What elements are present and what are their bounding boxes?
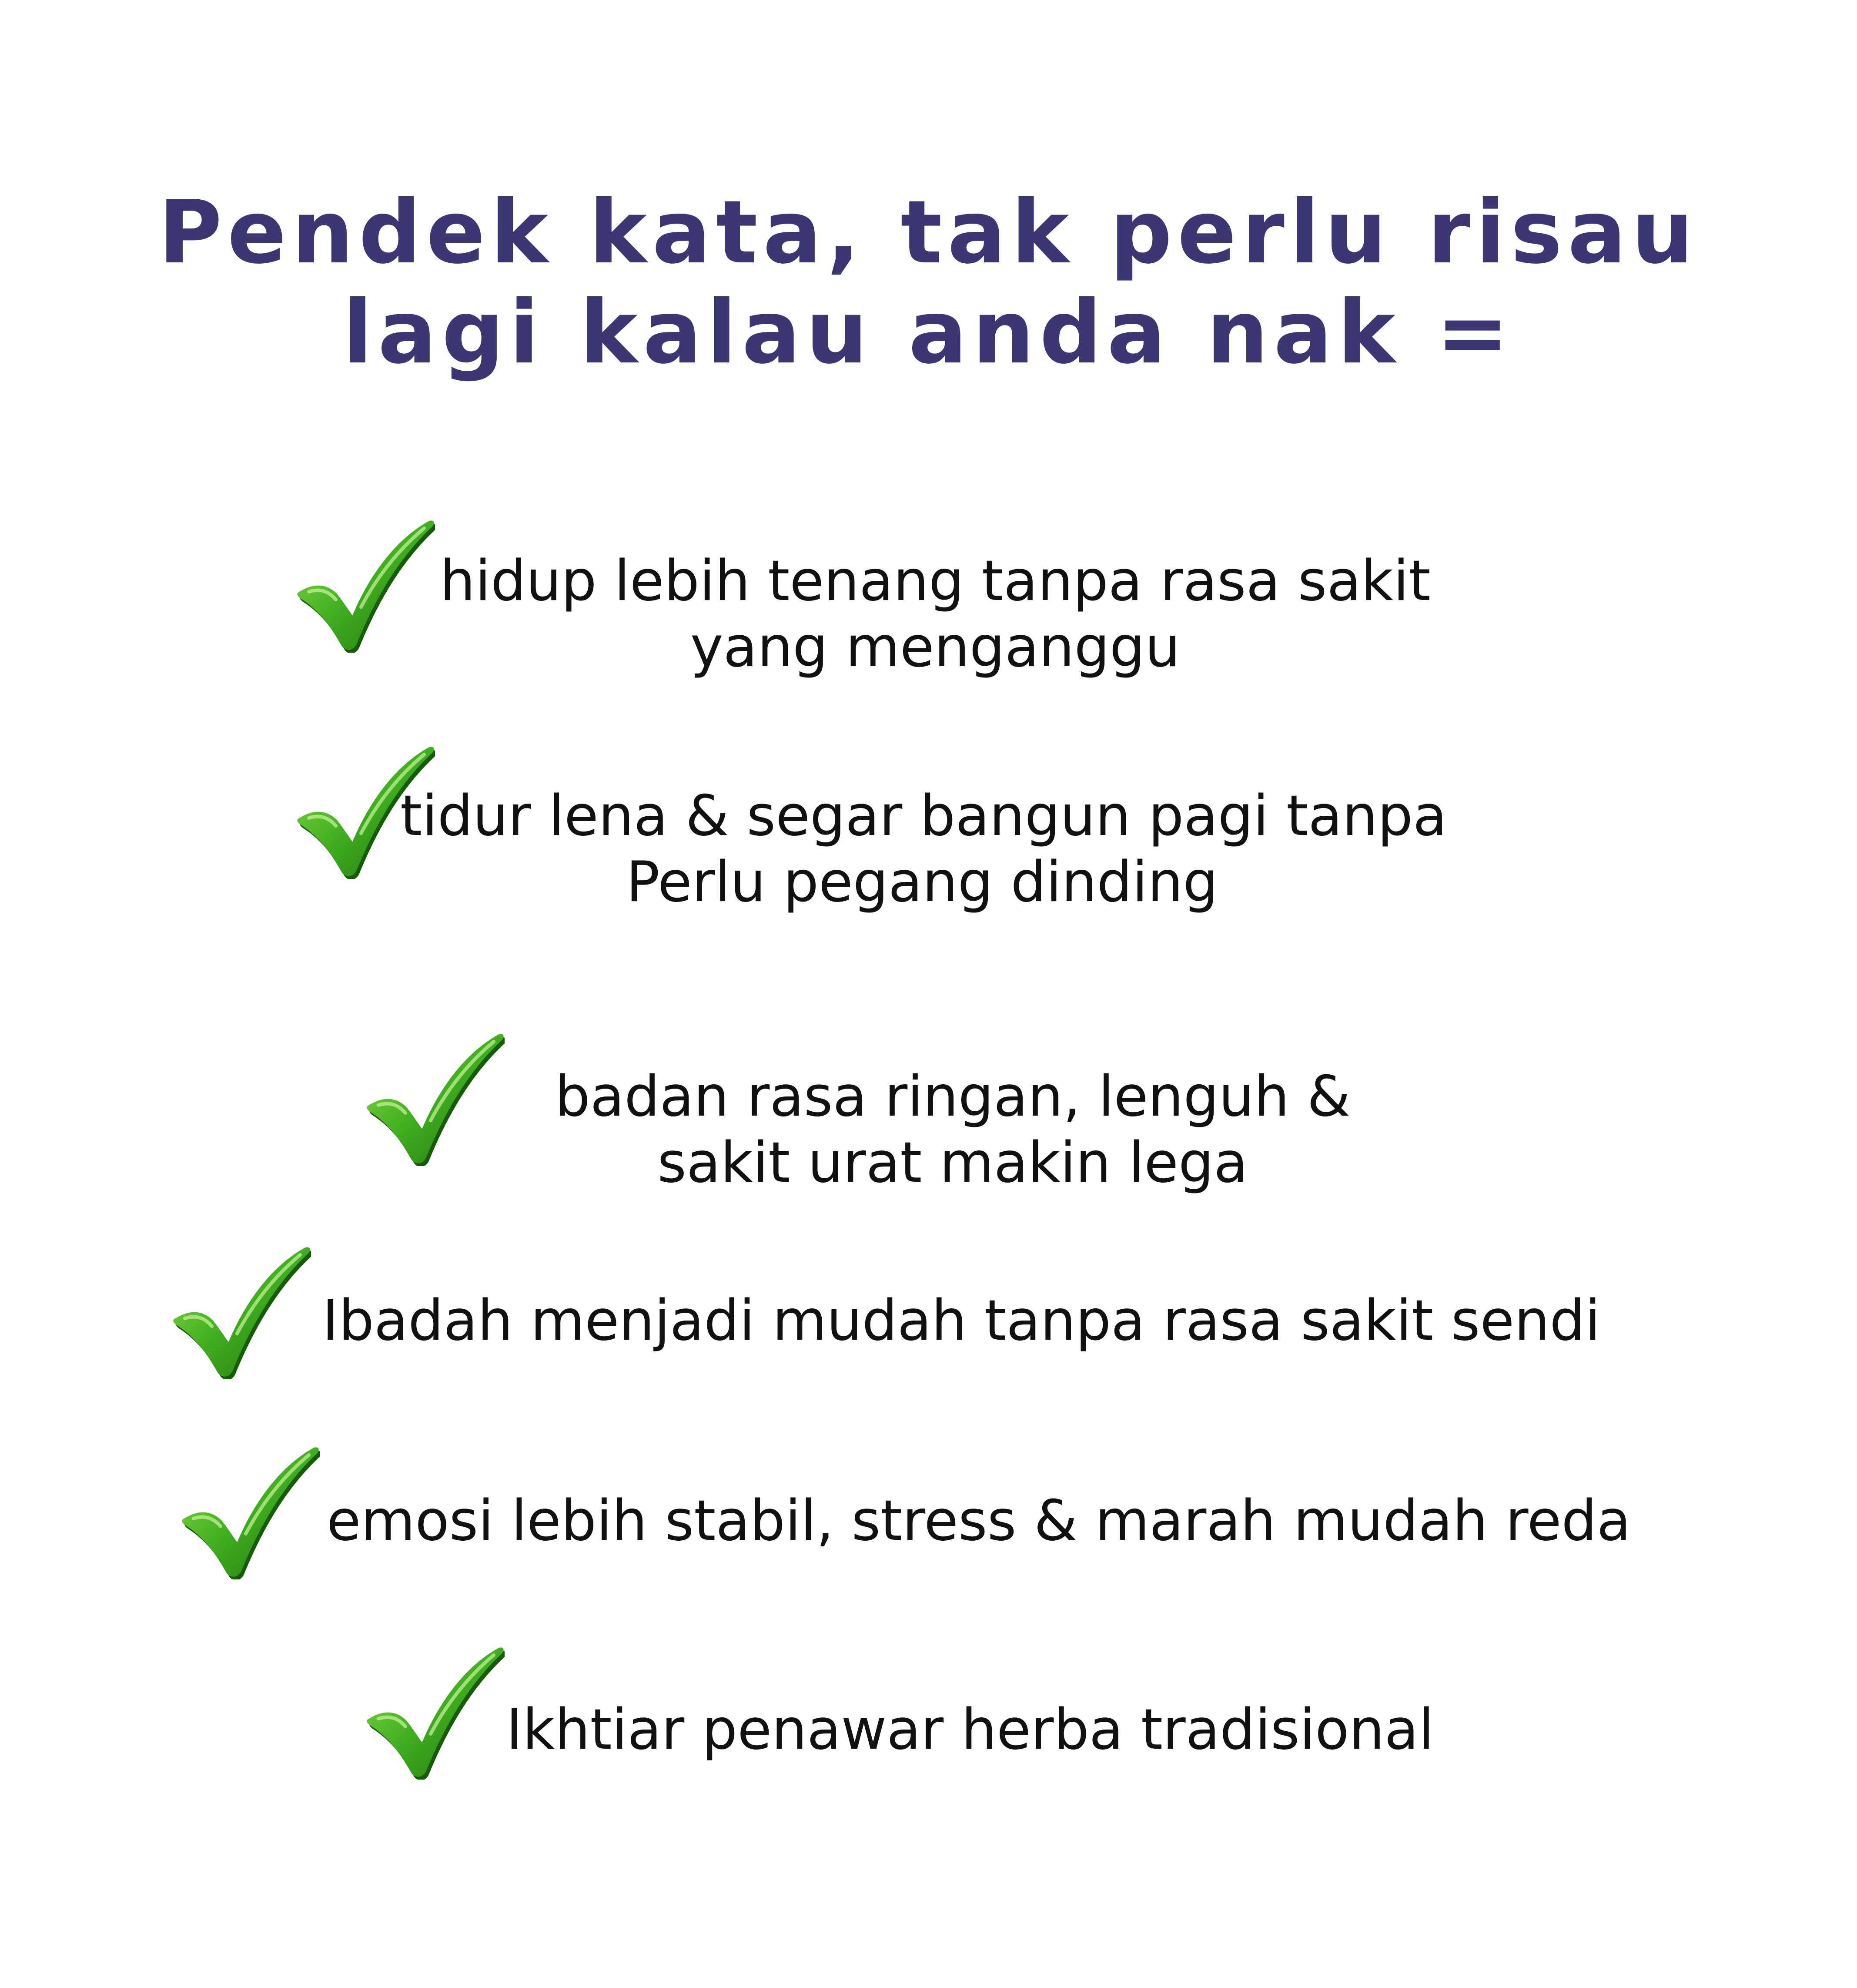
benefit-text-5: emosi lebih stabil, stress & marah mudah reda xyxy=(326,1488,1631,1553)
benefit-item-2 xyxy=(0,744,1857,915)
benefit-text-2: tidur lena & segar bangun pagi tanpa Perlu pegang dinding xyxy=(400,784,1447,915)
checkmark-icon xyxy=(365,1031,505,1166)
benefit-text-3: badan rasa ringan, lenguh & sakit urat makin lega xyxy=(555,1064,1351,1195)
benefit-text-4: Ibadah menjadi mudah tanpa rasa sakit sendi xyxy=(322,1288,1601,1353)
benefit-item-1 xyxy=(0,518,1857,680)
checkmark-icon xyxy=(296,518,435,653)
headline-line-1: Pendek kata, tak perlu risau xyxy=(158,182,1699,283)
benefit-item-6 xyxy=(0,1645,1857,1784)
benefit-text-1: hidup lebih tenang tanpa rasa sakit yang menganggu xyxy=(440,549,1431,680)
benefit-item-5 xyxy=(0,1445,1857,1584)
headline xyxy=(0,183,1857,383)
headline-line-2: lagi kalau anda nak = xyxy=(342,282,1514,383)
benefit-item-3 xyxy=(0,1031,1857,1195)
checkmark-icon xyxy=(181,1445,320,1579)
benefit-item-4 xyxy=(0,1244,1857,1384)
checkmark-icon xyxy=(172,1244,311,1379)
benefit-text-6: Ikhtiar penawar herba tradisional xyxy=(506,1697,1434,1762)
